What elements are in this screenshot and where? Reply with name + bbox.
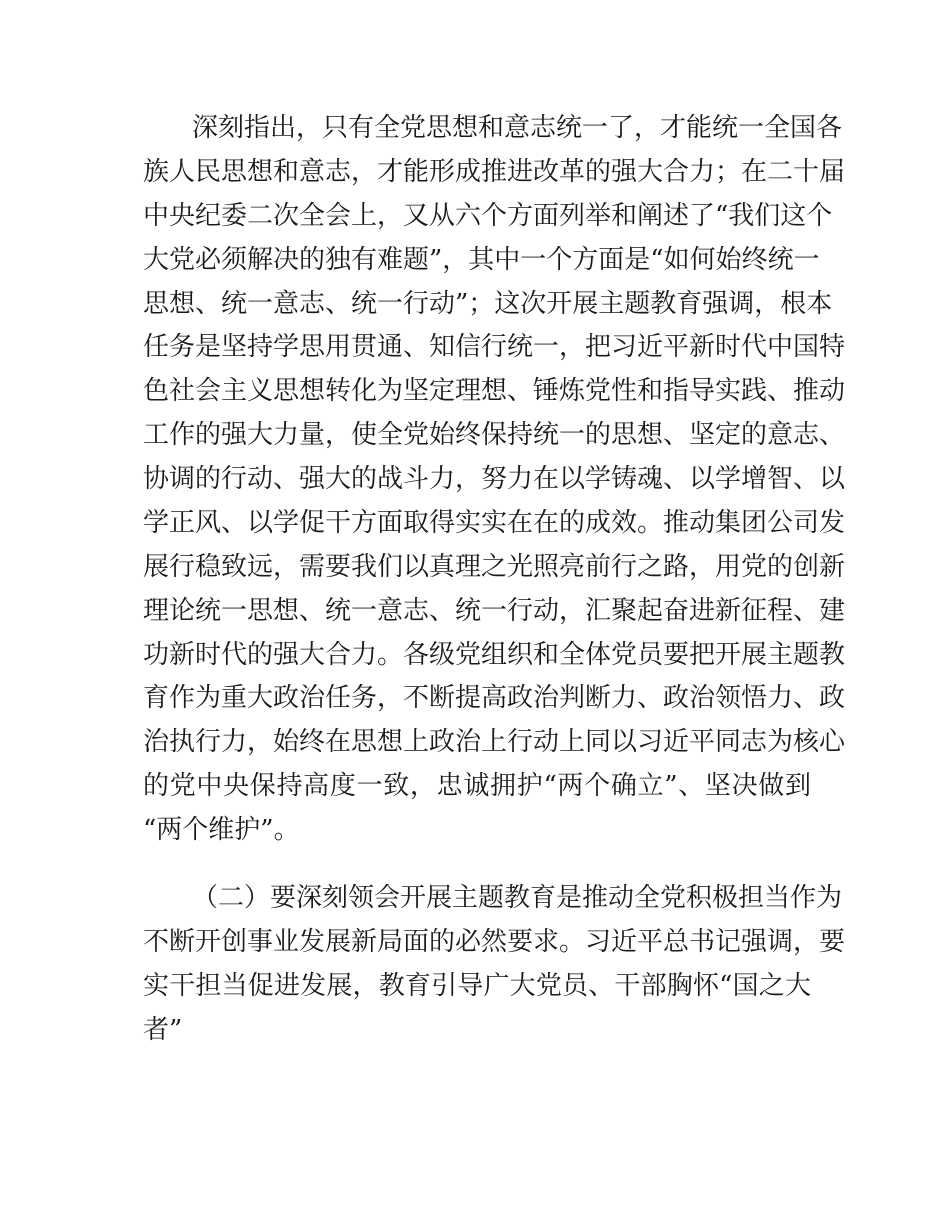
text-line: 协调的行动、强大的战斗力，努力在以学铸魂、以学增智、以 (143, 464, 846, 494)
text-line: 族人民思想和意志，才能形成推进改革的强大合力；在二十届 (143, 157, 846, 187)
text-line: 治执行力，始终在思想上政治上行动上同以习近平同志为核心 (143, 727, 846, 757)
text-line: 功新时代的强大合力。各级党组织和全体党员要把开展主题教 (143, 640, 846, 670)
text-line: 中央纪委二次全会上，又从六个方面列举和阐述了“我们这个 (143, 201, 833, 231)
text-line: 实干担当促进发展，教育引导广大党员、干部胸怀“国之大 (143, 971, 811, 1001)
text-line: 工作的强大力量，使全党始终保持统一的思想、坚定的意志、 (143, 420, 846, 450)
text-line: 育作为重大政治任务，不断提高政治判断力、政治领悟力、政 (143, 683, 846, 713)
text-line: 思想、统一意志、统一行动”；这次开展主题教育强调，根本 (143, 289, 833, 319)
text-line: 的党中央保持高度一致，忠诚拥护“两个确立”、坚决做到 (143, 771, 811, 801)
text-line: “两个维护”。 (143, 815, 300, 845)
text-line: 不断开创事业发展新局面的必然要求。习近平总书记强调，要 (143, 927, 846, 957)
text-line: （二）要深刻领会开展主题教育是推动全党积极担当作为 (192, 883, 843, 913)
text-line: 任务是坚持学思用贯通、知信行统一，把习近平新时代中国特 (143, 332, 846, 362)
text-line: 理论统一思想、统一意志、统一行动，汇聚起奋进新征程、建 (143, 596, 846, 626)
text-line: 深刻指出，只有全党思想和意志统一了，才能统一全国各 (192, 113, 843, 143)
text-line: 色社会主义思想转化为坚定理想、锤炼党性和指导实践、推动 (143, 376, 846, 406)
text-line: 大党必须解决的独有难题”，其中一个方面是“如何始终统一 (143, 245, 820, 275)
text-line: 者” (143, 1015, 183, 1045)
text-line: 展行稳致远，需要我们以真理之光照亮前行之路，用党的创新 (143, 552, 846, 582)
text-line: 学正风、以学促干方面取得实实在在的成效。推动集团公司发 (143, 508, 846, 538)
